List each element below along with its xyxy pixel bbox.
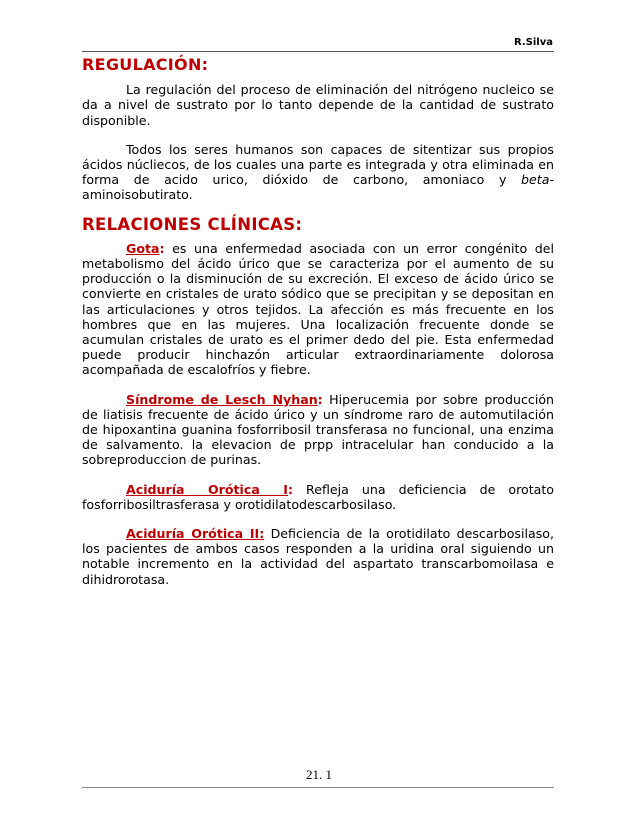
header-rule	[82, 51, 554, 52]
term-colon: :	[317, 391, 323, 407]
paragraph-regulacion-2-italic: beta-	[521, 172, 554, 188]
paragraph-regulacion-1: La regulación del proceso de eliminación del nitrógeno nucleico se da a nivel de sustrato por lo tanto depende de la cantidad de sustrato disponible.	[82, 82, 554, 128]
page-number: 21. 1	[306, 767, 332, 782]
paragraph-aciduria-orotica-2	[82, 526, 554, 587]
paragraph-regulacion-2	[82, 142, 554, 203]
term-lesch-nyhan: Síndrome de Lesch Nyhan	[126, 391, 318, 407]
paragraph-regulacion-2-end: aminoisobutirato.	[82, 187, 193, 203]
footer-rule	[82, 787, 554, 788]
term-colon: :	[159, 240, 165, 256]
definition-text: es una enfermedad asociada con un error congénito del metabolismo del ácido úrico que se caracteriza por el aumento de su producción o la disminución de su excreción. El exceso de ácido úrico se convierte en cristales de urato sódico que se precipitan y se depositan en las articulaciones y otros tejidos. La afección es más frecuente en los hombres que en las mujeres. Una localización frecuente donde se acumulan cristales de urato es el primer dedo del pie. Esta enfermedad puede producir hinchazón articular extraordinariamente dolorosa acompañada de escalofríos y fiebre.	[82, 240, 554, 378]
header-author: R.Silva	[513, 37, 553, 48]
term-gota: Gota	[126, 240, 160, 256]
definition-text: Refleja una deficiencia de orotato fosforribosiltrasferasa y orotidilatodescarbosilaso.	[82, 481, 554, 512]
term-colon: :	[287, 481, 293, 497]
definition-text: Deficiencia de la orotidilato descarbosilaso, los pacientes de ambos casos responden a la uridina oral siguiendo un notable incremento en la actividad del aspartato transcarbomoilasa e dihidrorotasa.	[82, 526, 554, 587]
page-content	[82, 54, 554, 601]
definition-text: Hiperucemia por sobre producción de liatisis frecuente de ácido úrico y un síndrome raro de automutilación de hipoxantina guanina fosforribosil transferasa no funcional, una enzima de salvamento. la elevacion de prpp intracelular han conducido a la sobreproduccion de purinas.	[82, 391, 555, 468]
paragraph-regulacion-2-text: Todos los seres humanos son capaces de sitentizar sus propios ácidos núcliecos, de los cuales una parte es integrada y otra eliminada en forma de acido urico, dióxido de carbono, amoniaco y	[82, 141, 554, 188]
paragraph-aciduria-orotica-1	[82, 482, 554, 512]
term-aciduria-orotica-2: Aciduría Orótica II:	[126, 526, 265, 542]
section-title-relaciones: RELACIONES CLÍNICAS:	[82, 214, 303, 234]
paragraph-gota	[82, 241, 554, 378]
term-aciduria-orotica-1: Aciduría Orótica I	[126, 481, 288, 497]
section-title-regulacion: REGULACIÓN:	[82, 55, 209, 74]
paragraph-lesch-nyhan	[82, 392, 554, 468]
